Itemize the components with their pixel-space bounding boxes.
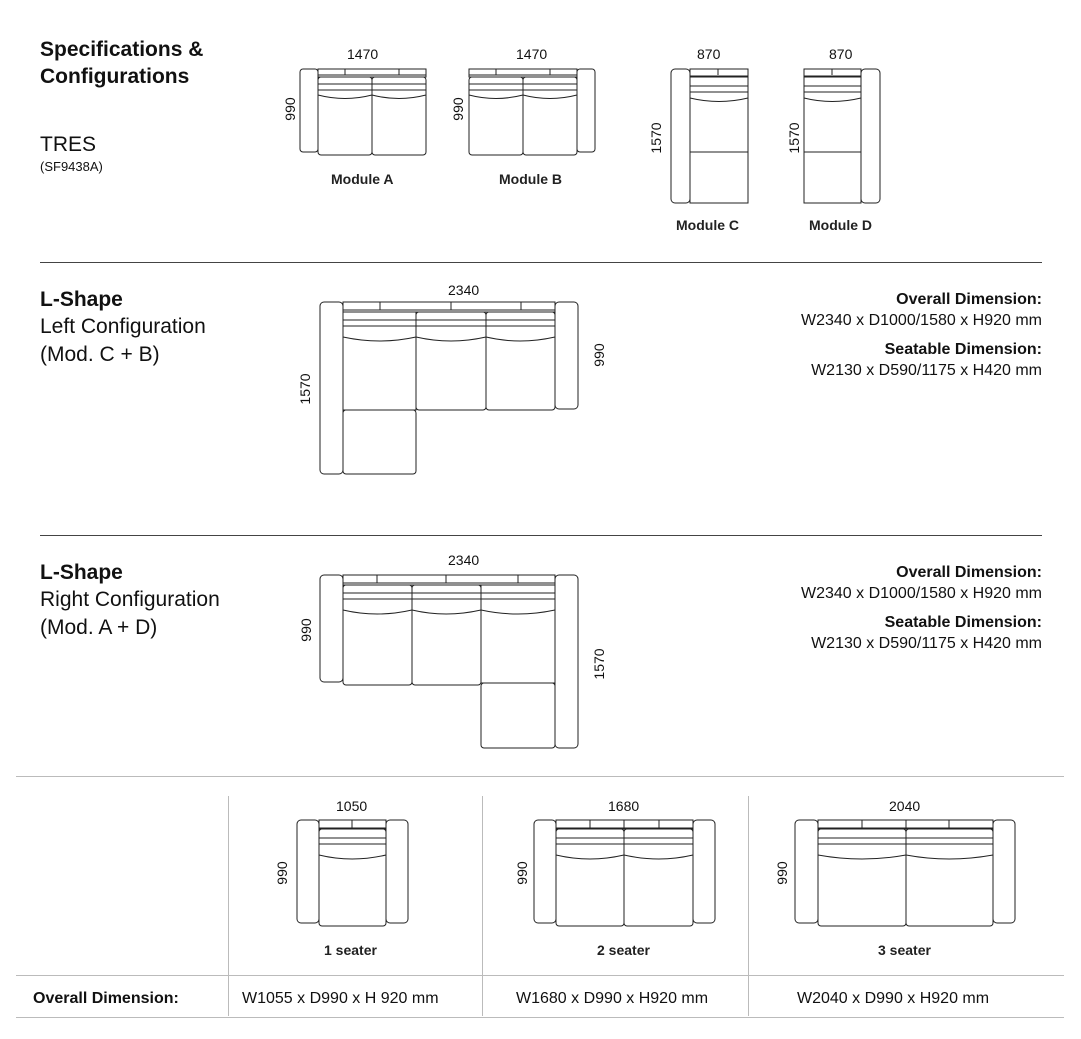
page-title-line1: Specifications &	[40, 38, 204, 61]
one-seater-width: 1050	[336, 798, 368, 814]
two-seater-width: 1680	[608, 798, 640, 814]
module-c-label: Module C	[676, 217, 739, 233]
right-config-heading	[40, 559, 220, 642]
right-config-specs	[700, 564, 1042, 653]
left-config-depth-right: 990	[591, 343, 607, 367]
two-seater-label: 2 seater	[597, 942, 650, 958]
left-config-depth-left: 1570	[297, 373, 313, 405]
three-seater-drawing	[795, 820, 1015, 926]
left-config-width: 2340	[448, 282, 480, 298]
module-b-width: 1470	[516, 46, 548, 62]
module-d-depth: 1570	[786, 122, 802, 154]
left-config-modules: (Mod. C + B)	[40, 343, 160, 366]
module-c-drawing	[671, 69, 748, 203]
module-a-drawing	[300, 69, 426, 155]
left-config-specs	[700, 291, 1042, 380]
product-name: TRES	[40, 133, 97, 156]
one-seater-drawing	[297, 820, 408, 926]
right-seatable-label: Seatable Dimension:	[884, 614, 1042, 631]
table-col-divider-3	[748, 796, 749, 1016]
three-seater-overall: W2040 x D990 x H920 mm	[797, 990, 990, 1007]
product-code: (SF9438A)	[40, 159, 103, 174]
module-b-label: Module B	[499, 171, 562, 187]
table-bottom-divider	[16, 1017, 1064, 1018]
table-col-divider-2	[482, 796, 483, 1016]
left-config-title: L-Shape	[40, 288, 123, 311]
left-seatable-value: W2130 x D590/1175 x H420 mm	[811, 362, 1042, 379]
right-config-width: 2340	[448, 552, 480, 568]
module-b-depth: 990	[450, 97, 466, 121]
divider-3	[16, 776, 1064, 777]
module-a-width: 1470	[347, 46, 379, 62]
module-c-width: 870	[697, 46, 721, 62]
table-col-divider-1	[228, 796, 229, 1016]
three-seater-depth: 990	[774, 861, 790, 885]
left-overall-label: Overall Dimension:	[896, 291, 1042, 308]
module-d-label: Module D	[809, 217, 872, 233]
right-overall-label: Overall Dimension:	[896, 564, 1042, 581]
left-config-subtitle: Left Configuration	[40, 315, 206, 338]
divider-2	[40, 535, 1042, 536]
left-config-heading	[40, 286, 206, 369]
divider-1	[40, 262, 1042, 263]
one-seater-overall: W1055 x D990 x H 920 mm	[242, 990, 439, 1007]
right-config-modules: (Mod. A + D)	[40, 616, 158, 639]
module-b-drawing	[469, 69, 595, 155]
left-seatable-label: Seatable Dimension:	[884, 341, 1042, 358]
page-title-line2: Configurations	[40, 65, 190, 88]
three-seater-width: 2040	[889, 798, 921, 814]
right-config-drawing	[320, 575, 578, 748]
two-seater-drawing	[534, 820, 715, 926]
left-overall-value: W2340 x D1000/1580 x H920 mm	[800, 312, 1042, 329]
module-a-depth: 990	[282, 97, 298, 121]
module-c-depth: 1570	[648, 122, 664, 154]
right-seatable-value: W2130 x D590/1175 x H420 mm	[811, 635, 1042, 652]
two-seater-overall: W1680 x D990 x H920 mm	[516, 990, 709, 1007]
one-seater-depth: 990	[274, 861, 290, 885]
right-config-subtitle: Right Configuration	[40, 588, 220, 611]
three-seater-label: 3 seater	[878, 942, 931, 958]
module-d-width: 870	[829, 46, 853, 62]
right-config-depth-right: 1570	[591, 648, 607, 680]
module-a-label: Module A	[331, 171, 394, 187]
right-config-depth-left: 990	[298, 618, 314, 642]
left-config-drawing	[320, 302, 578, 474]
table-row-label: Overall Dimension:	[33, 990, 179, 1007]
module-d-drawing	[804, 69, 880, 203]
two-seater-depth: 990	[514, 861, 530, 885]
right-overall-value: W2340 x D1000/1580 x H920 mm	[800, 585, 1042, 602]
right-config-title: L-Shape	[40, 561, 123, 584]
one-seater-label: 1 seater	[324, 942, 377, 958]
table-row-divider	[16, 975, 1064, 976]
